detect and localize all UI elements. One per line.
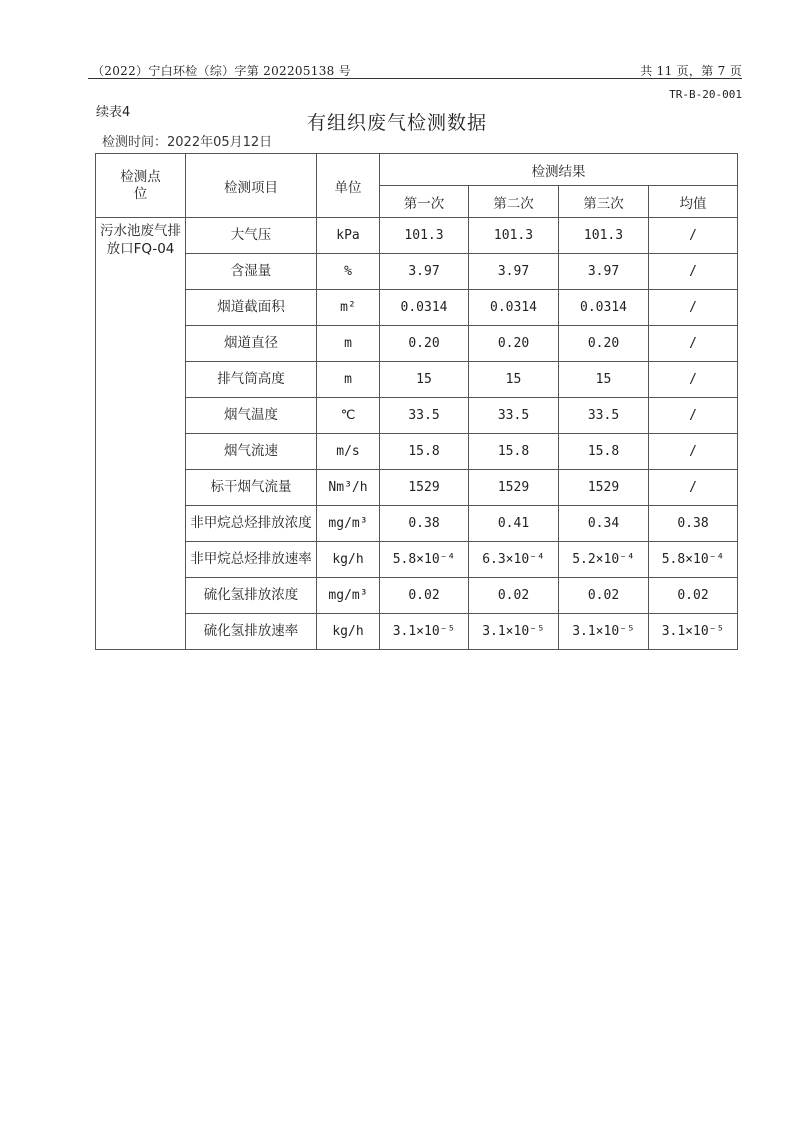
value-average: / — [649, 290, 738, 326]
unit-cell: m — [317, 362, 380, 398]
value-second: 3.97 — [469, 254, 559, 290]
table-row — [96, 362, 738, 398]
header-average: 均值 — [649, 186, 738, 218]
value-third: 101.3 — [559, 218, 649, 254]
value-third: 3.97 — [559, 254, 649, 290]
value-third: 5.2×10⁻⁴ — [559, 542, 649, 578]
form-code: TR-B-20-001 — [669, 88, 742, 101]
value-third: 0.0314 — [559, 290, 649, 326]
item-name: 烟气温度 — [186, 398, 317, 434]
header-second: 第二次 — [469, 186, 559, 218]
unit-cell: kPa — [317, 218, 380, 254]
value-third: 33.5 — [559, 398, 649, 434]
value-second: 6.3×10⁻⁴ — [469, 542, 559, 578]
table-row — [96, 542, 738, 578]
value-second: 0.0314 — [469, 290, 559, 326]
item-name: 硫化氢排放速率 — [186, 614, 317, 650]
site-name: 污水池废气排放口FQ-04 — [96, 218, 186, 650]
value-second: 33.5 — [469, 398, 559, 434]
item-name: 标干烟气流量 — [186, 470, 317, 506]
item-name: 非甲烷总烃排放浓度 — [186, 506, 317, 542]
item-name: 大气压 — [186, 218, 317, 254]
value-first: 33.5 — [380, 398, 469, 434]
value-third: 1529 — [559, 470, 649, 506]
value-third: 0.34 — [559, 506, 649, 542]
value-average: / — [649, 218, 738, 254]
value-second: 0.20 — [469, 326, 559, 362]
table-row — [96, 434, 738, 470]
value-second: 101.3 — [469, 218, 559, 254]
value-third: 0.20 — [559, 326, 649, 362]
unit-cell: m — [317, 326, 380, 362]
value-average: 5.8×10⁻⁴ — [649, 542, 738, 578]
value-second: 0.41 — [469, 506, 559, 542]
exhaust-gas-table — [95, 153, 738, 650]
value-second: 15 — [469, 362, 559, 398]
page-info: 共 11 页，第 7 页 — [640, 64, 742, 78]
item-name: 排气筒高度 — [186, 362, 317, 398]
value-second: 15.8 — [469, 434, 559, 470]
unit-cell: % — [317, 254, 380, 290]
unit-cell: m/s — [317, 434, 380, 470]
table-row — [96, 218, 738, 254]
unit-cell: Nm³/h — [317, 470, 380, 506]
value-average: 0.02 — [649, 578, 738, 614]
value-third: 3.1×10⁻⁵ — [559, 614, 649, 650]
value-third: 0.02 — [559, 578, 649, 614]
report-number: （2022）宁白环检（综）字第 202205138 号 — [92, 64, 351, 78]
value-average: 0.38 — [649, 506, 738, 542]
value-second: 3.1×10⁻⁵ — [469, 614, 559, 650]
value-first: 3.1×10⁻⁵ — [380, 614, 469, 650]
header-first: 第一次 — [380, 186, 469, 218]
value-first: 5.8×10⁻⁴ — [380, 542, 469, 578]
header-results: 检测结果 — [380, 154, 738, 186]
header-unit: 单位 — [317, 154, 380, 218]
header-divider — [88, 78, 742, 79]
value-first: 15 — [380, 362, 469, 398]
value-second: 1529 — [469, 470, 559, 506]
value-average: / — [649, 362, 738, 398]
header-site: 检测点位 — [96, 154, 186, 218]
table-row — [96, 254, 738, 290]
unit-cell: kg/h — [317, 542, 380, 578]
value-average: / — [649, 254, 738, 290]
value-first: 1529 — [380, 470, 469, 506]
value-first: 15.8 — [380, 434, 469, 470]
item-name: 硫化氢排放浓度 — [186, 578, 317, 614]
value-first: 3.97 — [380, 254, 469, 290]
unit-cell: ℃ — [317, 398, 380, 434]
page-title: 有组织废气检测数据 — [306, 112, 487, 134]
continuation-label: 续表4 — [96, 105, 131, 120]
value-third: 15.8 — [559, 434, 649, 470]
table-row — [96, 614, 738, 650]
header-third: 第三次 — [559, 186, 649, 218]
item-name: 烟道截面积 — [186, 290, 317, 326]
unit-cell: m² — [317, 290, 380, 326]
table-row — [96, 398, 738, 434]
value-average: / — [649, 398, 738, 434]
header-item: 检测项目 — [186, 154, 317, 218]
value-average: / — [649, 434, 738, 470]
value-first: 101.3 — [380, 218, 469, 254]
unit-cell: kg/h — [317, 614, 380, 650]
item-name: 烟道直径 — [186, 326, 317, 362]
test-date: 检测时间：2022年05月12日 — [102, 135, 273, 150]
value-first: 0.0314 — [380, 290, 469, 326]
value-second: 0.02 — [469, 578, 559, 614]
table-row — [96, 326, 738, 362]
item-name: 非甲烷总烃排放速率 — [186, 542, 317, 578]
table-row — [96, 578, 738, 614]
value-average: / — [649, 326, 738, 362]
unit-cell: mg/m³ — [317, 506, 380, 542]
unit-cell: mg/m³ — [317, 578, 380, 614]
table-row — [96, 290, 738, 326]
value-average: / — [649, 470, 738, 506]
value-first: 0.38 — [380, 506, 469, 542]
item-name: 含湿量 — [186, 254, 317, 290]
table-row — [96, 470, 738, 506]
value-average: 3.1×10⁻⁵ — [649, 614, 738, 650]
table-row — [96, 506, 738, 542]
item-name: 烟气流速 — [186, 434, 317, 470]
value-first: 0.20 — [380, 326, 469, 362]
value-first: 0.02 — [380, 578, 469, 614]
value-third: 15 — [559, 362, 649, 398]
